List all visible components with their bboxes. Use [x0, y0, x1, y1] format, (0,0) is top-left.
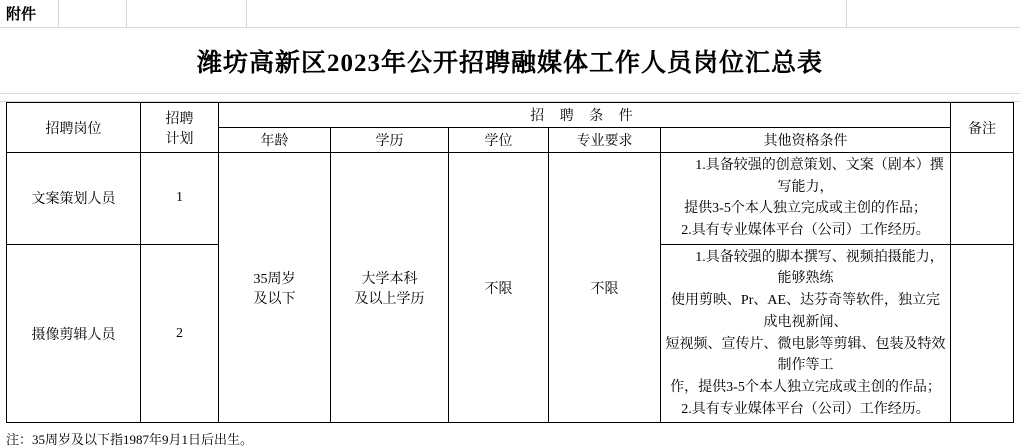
row-job-name: 文案策划人员: [7, 153, 141, 245]
qual-line: 2.具有专业媒体平台（公司）工作经历。: [681, 223, 930, 239]
qual-line: 作，提供3-5个本人独立完成或主创的作品；: [670, 379, 941, 395]
header-education: 学历: [331, 128, 449, 153]
attachment-row: [0, 0, 1020, 28]
header-major: 专业要求: [549, 128, 661, 153]
footnote: 注：35周岁及以下指1987年9月1日后出生。: [6, 432, 254, 448]
spacer-row: [0, 94, 1020, 102]
positions-table: [6, 102, 1014, 423]
shared-major: 不限: [549, 153, 661, 423]
header-plan: [141, 103, 219, 153]
row-plan: 2: [141, 244, 219, 423]
header-remark: [951, 103, 1014, 153]
qual-line: 提供3-5个本人独立完成或主创的作品；: [684, 201, 927, 217]
qual-line: 短视频、宣传片、微电影等剪辑、包装及特效制作等工: [665, 336, 946, 374]
empty-cell: [126, 0, 246, 27]
shared-age: [219, 153, 331, 423]
row-plan: 1: [141, 153, 219, 245]
row-remark: [951, 153, 1014, 245]
attachment-label: 附件: [6, 7, 37, 23]
header-plan-line2: 计划: [165, 131, 194, 147]
shared-degree: 不限: [449, 153, 549, 423]
title-row: [0, 28, 1020, 94]
empty-cell: [58, 0, 126, 27]
qual-line: 1.具备较强的创意策划、文案（剧本）撰写能力，: [695, 158, 944, 195]
empty-cell: [846, 0, 951, 27]
shared-age-line2: 及以下: [253, 291, 296, 307]
header-other: 其他资格条件: [661, 128, 951, 153]
shared-education-line1: 大学本科: [361, 271, 418, 287]
header-degree: 学位: [449, 128, 549, 153]
header-conditions: 招 聘 条 件: [219, 103, 951, 128]
header-job: 招聘岗位: [7, 103, 141, 153]
shared-education-line2: 及以上学历: [354, 291, 425, 307]
shared-age-line1: 35周岁: [253, 271, 296, 287]
header-plan-line1: 招聘: [165, 111, 194, 127]
row-job-name: 摄像剪辑人员: [7, 244, 141, 423]
header-remark-text: 备注: [968, 121, 996, 137]
header-age: 年龄: [219, 128, 331, 153]
shared-education: [331, 153, 449, 423]
table-header-row-1: [7, 103, 1014, 128]
qual-line: 2.具有专业媒体平台（公司）工作经历。: [681, 401, 930, 417]
empty-cells-row: [58, 0, 1020, 27]
table-row: [7, 153, 1014, 245]
empty-cell: [246, 0, 846, 27]
row-other-qualifications: [661, 153, 951, 245]
row-remark: [951, 244, 1014, 423]
qual-line: 使用剪映、Pr、AE、达芬奇等软件，独立完成电视新闻、: [670, 293, 941, 330]
row-other-qualifications: [661, 244, 951, 423]
page-title: 潍坊高新区2023年公开招聘融媒体工作人员岗位汇总表: [196, 49, 823, 77]
qual-line: 1.具备较强的脚本撰写、视频拍摄能力，能够熟练: [695, 249, 944, 287]
